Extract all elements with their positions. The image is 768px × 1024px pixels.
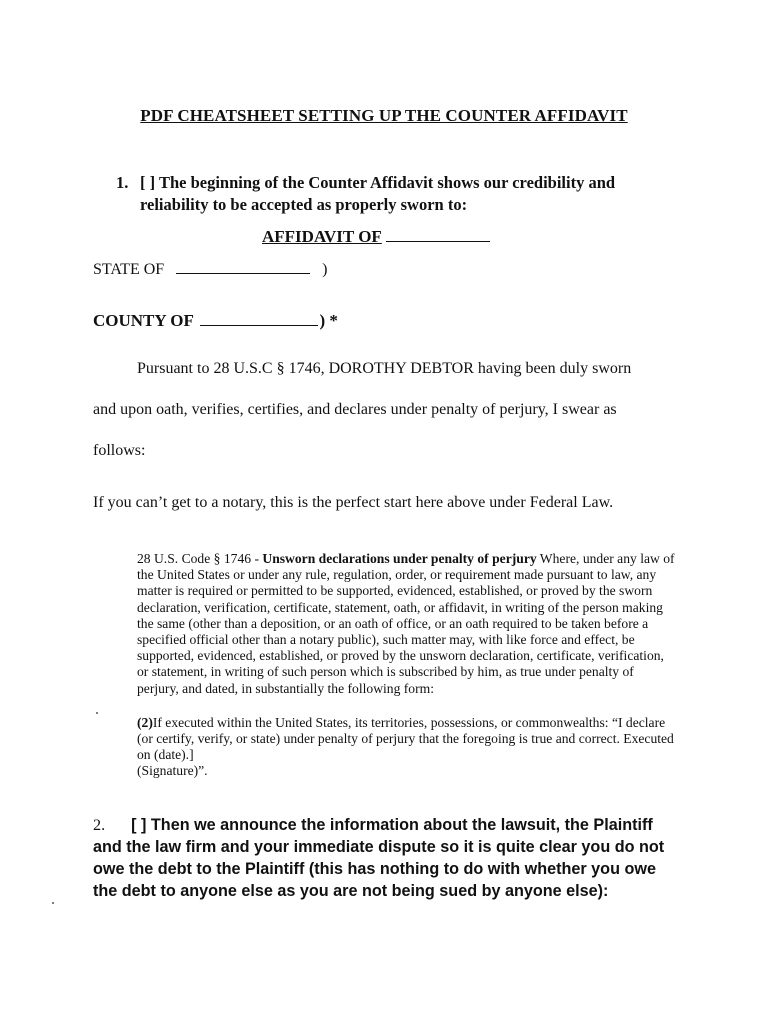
- pursuant-line-1: Pursuant to 28 U.S.C § 1746, DOROTHY DEBTOR having been duly sworn: [137, 360, 632, 377]
- statute-signature: (Signature)”.: [137, 763, 208, 779]
- statute-clause-number: (2): [137, 714, 153, 730]
- statute-clause-text: If executed within the United States, its territories, possessions, or commonwealths: “I declare (or certify, verify, or state) under penalty of perjury that the foregoing is true and correct. Executed on (date).]: [137, 714, 674, 763]
- state-label: STATE OF: [93, 261, 165, 278]
- item-1-line-2: reliability to be accepted as properly sworn to:: [140, 195, 468, 214]
- notary-note: If you can’t get to a notary, this is the perfect start here above under Federal Law.: [93, 494, 614, 511]
- affidavit-heading: [262, 227, 490, 247]
- statute-heading: Unsworn declarations under penalty of perjury: [262, 551, 537, 566]
- state-line: [93, 259, 328, 279]
- affidavit-name-blank: [386, 227, 490, 242]
- checklist-item-2: [93, 814, 673, 902]
- county-line: [93, 311, 338, 331]
- statute-paragraph: [137, 551, 675, 697]
- county-blank: [200, 311, 318, 326]
- item-2-text: [ ] Then we announce the information about the lawsuit, the Plaintiff and the law firm and your immediate dispute so it is quite clear you do not owe the debt to the Plaintiff (this has nothing to do with whether you owe the debt to anyone else as you are not being sued by anyone else):: [93, 816, 665, 900]
- pursuant-line-3: follows:: [93, 442, 146, 459]
- document-title: PDF CHEATSHEET SETTING UP THE COUNTER AFFIDAVIT: [140, 106, 628, 125]
- checklist-item-1: [116, 172, 676, 216]
- scan-speck: [52, 902, 54, 904]
- item-1-checkbox: [ ]: [140, 173, 156, 192]
- item-1-number: 1.: [116, 173, 129, 192]
- county-label: COUNTY OF: [93, 311, 194, 330]
- statute-quote: [137, 551, 675, 780]
- county-paren: ) *: [319, 311, 338, 330]
- scan-speck: [96, 712, 98, 714]
- statute-code-ref: 28 U.S. Code § 1746 -: [137, 551, 263, 566]
- affidavit-heading-label: AFFIDAVIT OF: [262, 227, 382, 246]
- state-paren: ): [322, 261, 328, 278]
- item-1-line-1: The beginning of the Counter Affidavit shows our credibility and: [158, 173, 616, 192]
- state-blank: [176, 259, 310, 274]
- item-2-number: 2.: [93, 816, 106, 834]
- statute-body: Where, under any law of the United States or under any rule, regulation, order, or requirement made pursuant to law, any matter is required or permitted to be supported, evidenced, established, or proved by the sworn declaration, verification, certificate, statement, oath, or affidavit, in writing of the person making the same (other than a deposition, or an oath of office, or an oath required to be taken before a specified official other than a notary public), such matter may, with like force and effect, be supported, evidenced, established, or proved by the unsworn declaration, certificate, verification, or statement, in writing of such person which is subscribed by him, as true under penalty of perjury, and dated, in substantially the following form:: [137, 551, 675, 696]
- statute-clause: [137, 715, 675, 764]
- pursuant-line-2: and upon oath, verifies, certifies, and declares under penalty of perjury, I swear as: [93, 401, 617, 418]
